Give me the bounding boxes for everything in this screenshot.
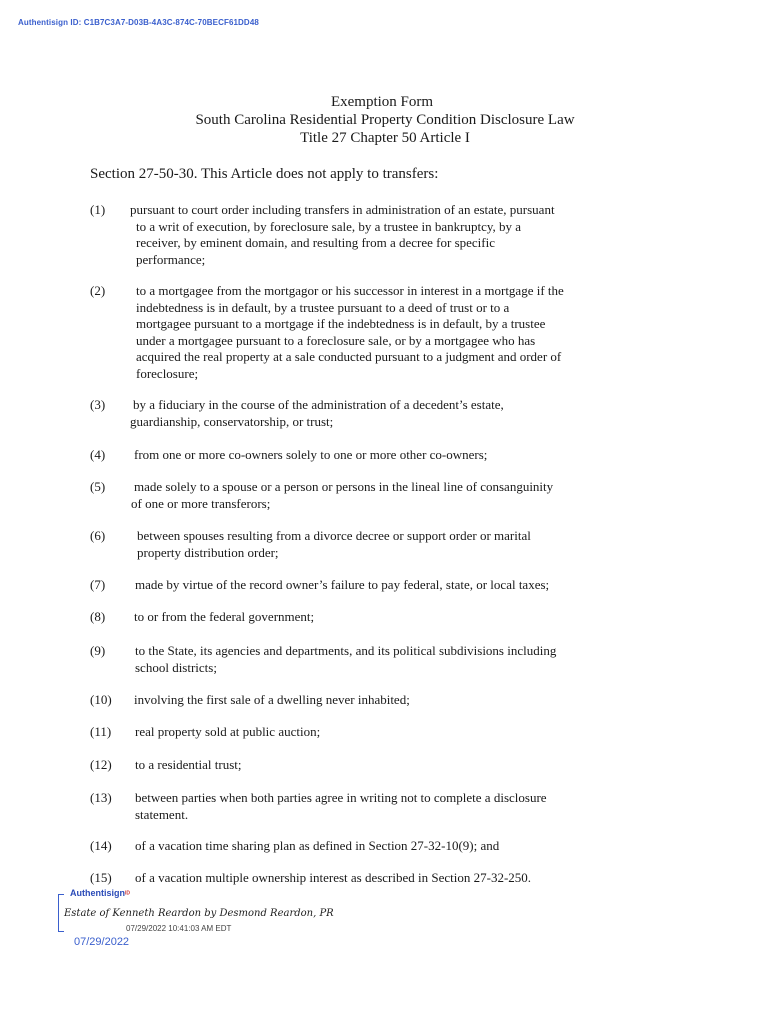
item-number: (6) [90,528,106,543]
item-number: (13) [90,790,112,805]
signature-date: 07/29/2022 [74,936,130,948]
item-number: (10) [90,692,112,707]
item-number: (15) [90,870,112,885]
item-text-line: made solely to a spouse or a person or persons in the lineal line of consanguinity [134,479,554,494]
item-text-line: to or from the federal government; [134,609,315,624]
item-text-line: to a mortgagee from the mortgagor or his successor in interest in a mortgage if the [136,283,564,298]
item-number: (5) [90,479,106,494]
item-text-line: real property sold at public auction; [135,724,321,739]
item-text [135,643,605,676]
item-number: (2) [90,283,106,298]
authentisign-logo [70,888,130,898]
item-text-line: involving the first sale of a dwelling never inhabited; [134,692,410,707]
item-number: (4) [90,447,106,462]
item-text [135,577,605,594]
law-title: South Carolina Residential Property Condition Disclosure Law [195,112,575,128]
item-text [136,283,606,382]
item-text-line: between parties when both parties agree in writing not to complete a disclosure [135,790,547,805]
item-text-line: to a writ of execution, by foreclosure sale, by a trustee in bankruptcy, by a [136,218,522,234]
item-text-line: property distribution order; [137,544,279,560]
item-text-line: pursuant to court order including transfers in administration of an estate, pursuant [130,202,555,217]
signature-block [58,888,358,948]
item-text [134,609,604,626]
title-block [0,93,770,147]
item-text-line: from one or more co-owners solely to one or more other co-owners; [134,447,488,462]
item-text [135,838,605,855]
signer-signature: Estate of Kenneth Reardon by Desmond Reardon, PR [64,908,334,919]
item-text-line: between spouses resulting from a divorce decree or support order or marital [137,528,531,543]
item-text-line: guardianship, conservatorship, or trust; [130,413,334,429]
item-text-line: performance; [136,251,206,267]
article-title: Title 27 Chapter 50 Article I [300,130,470,146]
item-text [135,724,605,741]
item-text [130,397,603,430]
item-number: (8) [90,609,106,624]
item-text-line: of one or more transferors; [131,495,271,511]
item-text [135,790,605,823]
item-text [135,757,605,774]
item-text-line: made by virtue of the record owner’s failure to pay federal, state, or local taxes; [135,577,550,592]
item-text-line: foreclosure; [136,365,199,381]
item-text-line: indebtedness is in default, by a trustee pursuant to a deed of trust or to a [136,299,510,315]
item-text-line: of a vacation time sharing plan as defined in Section 27-32-10(9); and [135,838,500,853]
item-text [134,447,604,464]
item-text-line: statement. [135,806,189,822]
item-text-line: school districts; [135,659,217,675]
item-text-line: mortgagee pursuant to a mortgage if the indebtedness is in default, by a trustee [136,316,546,331]
item-text [135,870,605,887]
item-text-line: of a vacation multiple ownership interest as described in Section 27-32-250. [135,870,532,885]
item-text [130,202,600,268]
item-number: (7) [90,577,106,592]
item-number: (12) [90,757,112,772]
item-text-line: under a mortgagee pursuant to a foreclosure sale, or by a mortgagee who has [136,332,536,348]
item-text [131,479,604,512]
signature-timestamp: 07/29/2022 10:41:03 AM EDT [126,924,232,933]
item-text-line: to a residential trust; [135,757,242,772]
item-number: (14) [90,838,112,853]
authentisign-brand-suffix: ID [125,890,130,897]
authentisign-id: Authentisign ID: C1B7C3A7-D03B-4A3C-874C-70BECF61DD48 [18,18,259,27]
item-text-line: by a fiduciary in the course of the administration of a decedent’s estate, [133,397,504,412]
section-heading: Section 27-50-30. This Article does not apply to transfers: [90,166,439,182]
item-text [134,692,604,709]
item-number: (1) [90,202,106,217]
item-text-line: acquired the real property at a sale conducted pursuant to a judgment and order of [136,349,562,364]
item-number: (9) [90,643,106,658]
form-title: Exemption Form [330,94,434,110]
item-number: (3) [90,397,106,412]
authentisign-brand: Authentisign [70,888,125,898]
item-text-line: to the State, its agencies and departments, and its political subdivisions including [135,643,557,658]
item-number: (11) [90,724,112,739]
item-text [137,528,607,561]
item-text-line: receiver, by eminent domain, and resulting from a decree for specific [136,235,495,250]
